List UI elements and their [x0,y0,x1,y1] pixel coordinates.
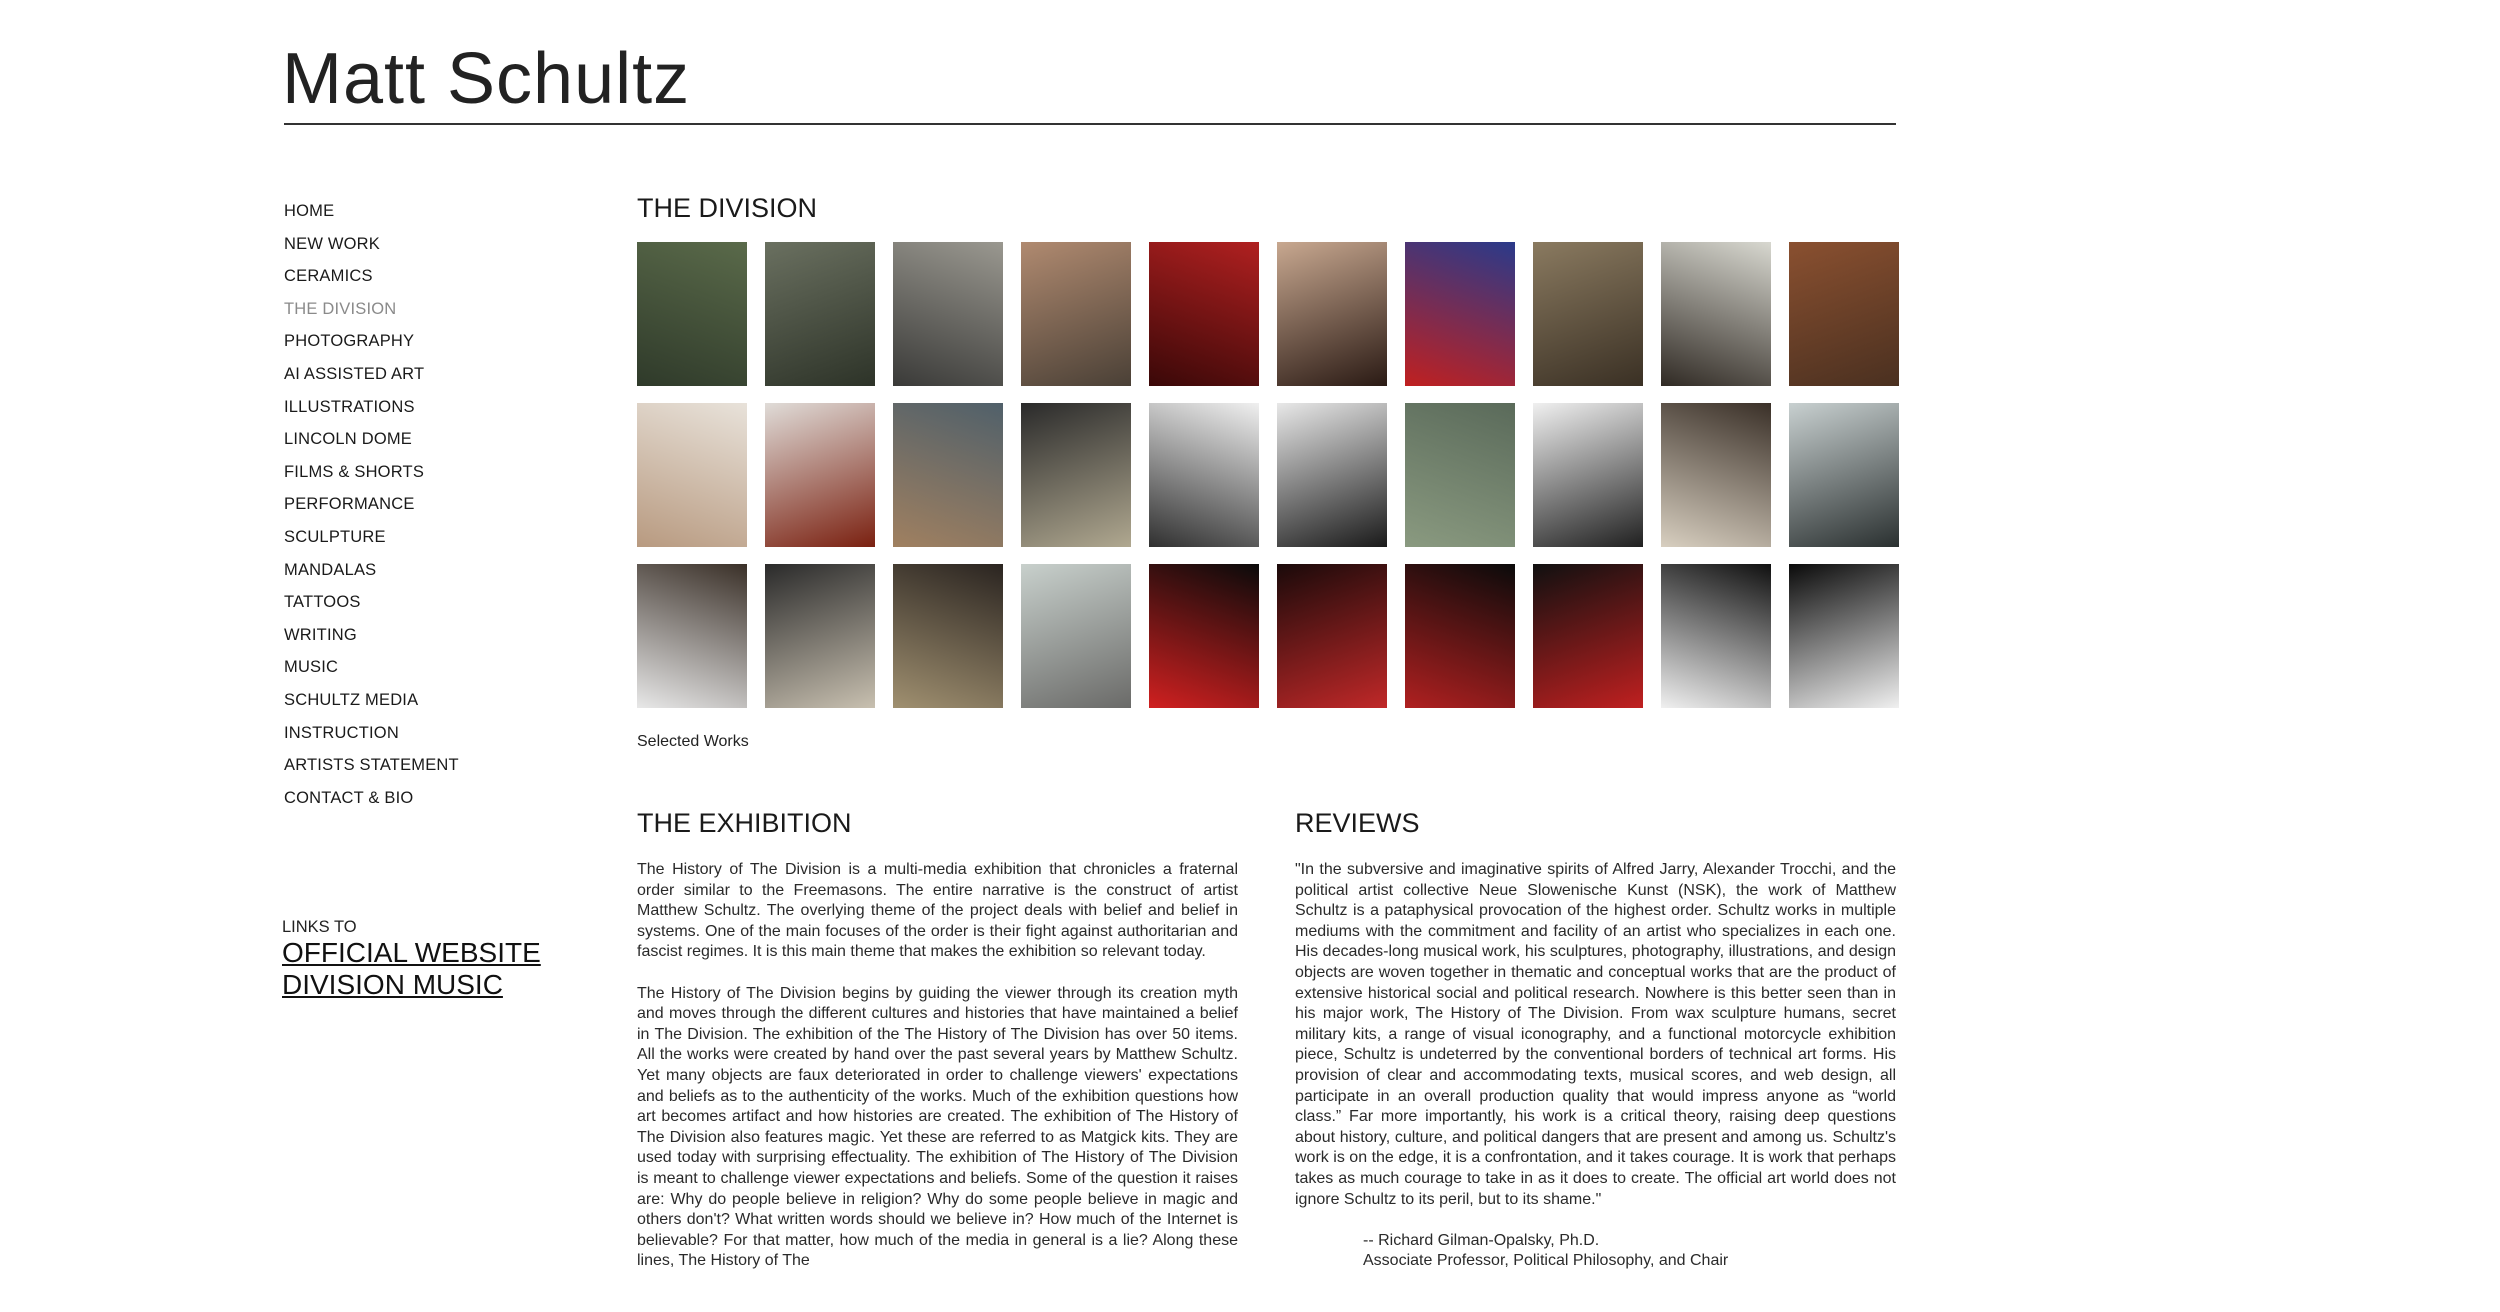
gallery-thumbnail[interactable] [1021,242,1131,386]
gallery-thumbnail[interactable] [1021,403,1131,547]
exhibition-paragraph: The History of The Division is a multi-media exhibition that chronicles a fraternal order similar to the Freemasons. The entire narrative is the construct of artist Matthew Schultz. The overlying theme of the project deals with belief and belief in systems. One of the main focuses of the order is their fight against authoritarian and fascist regimes. It is this main theme that makes the exhibition so relevant today. [637,861,1238,961]
exhibition-title: THE EXHIBITION [637,808,852,838]
header-divider [284,123,1896,125]
nav-item-mandalas[interactable]: MANDALAS [284,560,377,579]
nav-item-music[interactable]: MUSIC [284,658,339,677]
gallery-thumbnail[interactable] [1405,242,1515,386]
links-label: LINKS TO [282,918,357,936]
gallery-thumbnail[interactable] [893,564,1003,708]
nav-item-writing[interactable]: WRITING [284,625,357,644]
gallery-thumbnail[interactable] [1533,564,1643,708]
nav-item-artists-statement[interactable]: ARTISTS STATEMENT [284,756,459,775]
gallery-thumbnail[interactable] [1277,242,1387,386]
gallery-thumbnail[interactable] [893,242,1003,386]
nav-item-contact-bio[interactable]: CONTACT & BIO [284,788,414,807]
gallery-thumbnail[interactable] [765,242,875,386]
gallery-thumbnail[interactable] [1149,564,1259,708]
gallery-thumbnail[interactable] [1405,403,1515,547]
gallery-thumbnail[interactable] [1661,564,1771,708]
nav-item-performance[interactable]: PERFORMANCE [284,495,415,514]
gallery-grid [637,242,1899,708]
nav-item-schultz-media[interactable]: SCHULTZ MEDIA [284,690,419,709]
nav-item-home[interactable]: HOME [284,202,335,220]
nav-item-the-division[interactable]: THE DIVISION [284,299,397,318]
main-nav [284,200,459,819]
gallery-thumbnail[interactable] [637,242,747,386]
division-music-link[interactable]: DIVISION MUSIC [282,969,503,1000]
gallery-thumbnail[interactable] [1533,403,1643,547]
gallery-thumbnail[interactable] [1405,564,1515,708]
official-website-link[interactable]: OFFICIAL WEBSITE [282,937,541,968]
reviews-title: REVIEWS [1295,808,1420,838]
site-title[interactable]: Matt Schultz [282,39,691,119]
nav-item-photography[interactable]: PHOTOGRAPHY [284,332,415,351]
gallery-thumbnail[interactable] [1149,403,1259,547]
review-author-position: Associate Professor, Political Philosophy, and Chair [1363,1252,1729,1270]
gallery-thumbnail[interactable] [765,403,875,547]
gallery-thumbnail[interactable] [1149,242,1259,386]
nav-item-ai-assisted-art[interactable]: AI ASSISTED ART [284,364,425,383]
gallery-thumbnail[interactable] [637,564,747,708]
nav-item-ceramics[interactable]: CERAMICS [284,267,373,286]
gallery-caption: Selected Works [637,733,749,750]
gallery-thumbnail[interactable] [637,403,747,547]
gallery-thumbnail[interactable] [1277,564,1387,708]
gallery-thumbnail[interactable] [1533,242,1643,386]
gallery-thumbnail[interactable] [1789,242,1899,386]
gallery-thumbnail[interactable] [1277,403,1387,547]
nav-item-sculpture[interactable]: SCULPTURE [284,527,386,546]
exhibition-text [637,860,1238,1292]
review-author: -- Richard Gilman-Opalsky, Ph.D. [1363,1231,1600,1249]
gallery-thumbnail[interactable] [893,403,1003,547]
gallery-thumbnail[interactable] [1661,403,1771,547]
nav-item-lincoln-dome[interactable]: LINCOLN DOME [284,430,413,449]
gallery-thumbnail[interactable] [1661,242,1771,386]
gallery-thumbnail[interactable] [765,564,875,708]
nav-item-illustrations[interactable]: ILLUSTRATIONS [284,397,415,416]
nav-item-films-shorts[interactable]: FILMS & SHORTS [284,462,425,481]
reviews-text [1295,860,1896,1272]
gallery-title: THE DIVISION [637,193,818,223]
nav-item-new-work[interactable]: NEW WORK [284,234,381,253]
nav-item-tattoos[interactable]: TATTOOS [284,593,361,612]
exhibition-paragraph: The History of The Division begins by guiding the viewer through its creation myth and moves through the different cultures and histories that have maintained a belief in The Division. The exhibition of the The History of The Division has over 50 items. All the works were created by hand over the past several years by Matthew Schultz. Yet many objects are faux deteriorated in order to challenge viewers' expectations and beliefs as to the authenticity of the works. Much of the exhibition questions how art becomes artifact and how histories are created. The exhibition of The History of The Division also features magic. Yet these are referred to as Matgick kits. They are used today with surprising effectuality. The exhibition of The History of The Division is meant to challenge viewer expectations and beliefs. Some of the question it raises are: Why do people believe in religion? Why do some people believe in magic and others don't? What written words should we believe in? How much of the Internet is believable? For that matter, how much of the media in general is a lie? Along these lines, The History of The [637,984,1238,1270]
review-quote: "In the subversive and imaginative spirits of Alfred Jarry, Alexander Trocchi, and the political artist collective Neue Slowenische Kunst (NSK), the work of Matthew Schultz is a pataphysical provocation of the highest order. Schultz works in multiple mediums with the commitment and facility of an artist who specializes in each one. His decades-long musical work, his sculptures, photography, illustrations, and design objects are woven together in thematic and conceptual works that are the product of extensive historical social and political research. Nowhere is this better seen than in his major work, The History of The Division. From wax sculpture humans, secret military kits, a range of visual iconography, and a functional motorcycle exhibition piece, Schultz is undeterred by the conventional borders of technical art forms. His provision of clear and accommodating texts, musical scores, and web design, all participate in an overall production quality that would impress anyone as “world class.” Far more importantly, his work is a critical theory, raising deep questions about history, culture, and political dangers that are present and among us. Schultz's work is on the edge, it is a confrontation, and it takes courage. It is work that perhaps takes as much courage to take in as it does to create. The official art world does not ignore Schultz to its peril, but to its shame." [1295,861,1896,1208]
gallery-thumbnail[interactable] [1021,564,1131,708]
gallery-thumbnail[interactable] [1789,564,1899,708]
nav-item-instruction[interactable]: INSTRUCTION [284,723,399,742]
external-links [282,918,541,1001]
gallery-thumbnail[interactable] [1789,403,1899,547]
